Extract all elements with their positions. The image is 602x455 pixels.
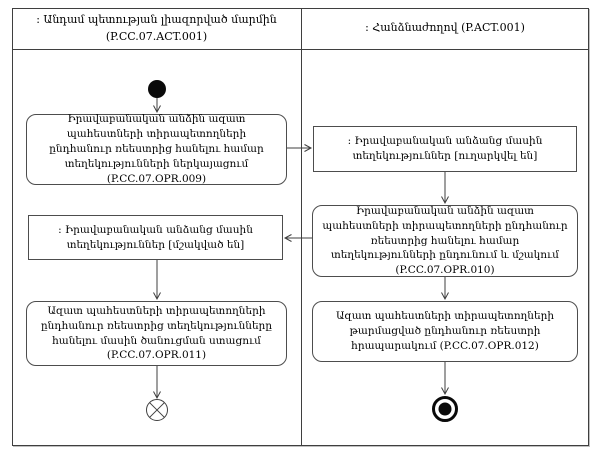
action-label: Իրավաբանական անձին ազատ պահեստների տիրապետողների ընդհանուր ռեեստրից հանելու համար տեղեկությունների ընդունում և մշակում (P.CC.07.OPR.010) <box>322 204 568 277</box>
lane-title: : Անդամ պետության լիազորված մարմին <box>36 13 277 26</box>
action-label: Ազատ պահեստների տիրապետողների թարմացված ընդհանուր ռեեստրի հրապարակում (P.CC.07.OPR.012) <box>335 310 554 352</box>
object-label: : Իրավաբանական անձանց մասին տեղեկություններ [ուղարկվել են] <box>347 135 543 162</box>
flow-final-icon <box>147 400 168 421</box>
action-label: Ազատ պահեստների տիրապետողների ընդհանուր ռեեստրից տեղեկությունները հանելու մասին ծանուցման ստացում (P.CC.07.OPR.011) <box>41 304 272 362</box>
activity-final-icon <box>434 398 457 421</box>
lane-code: (P.CC.07.ACT.001) <box>105 29 208 43</box>
object-label: : Իրավաբանական անձանց մասին տեղեկություններ [մշակված են] <box>58 223 253 251</box>
action-label: Իրավաբանական անձին ազատ պահեստների տիրապետողների ընդհանուր ռեեստրից հանելու համար տեղեկությունների ներկայացում (P.CC.07.OPR.009) <box>49 113 264 185</box>
initial-node-icon <box>148 80 166 98</box>
lane-title: : Հանձնաժողով (P.ACT.001) <box>365 21 525 35</box>
